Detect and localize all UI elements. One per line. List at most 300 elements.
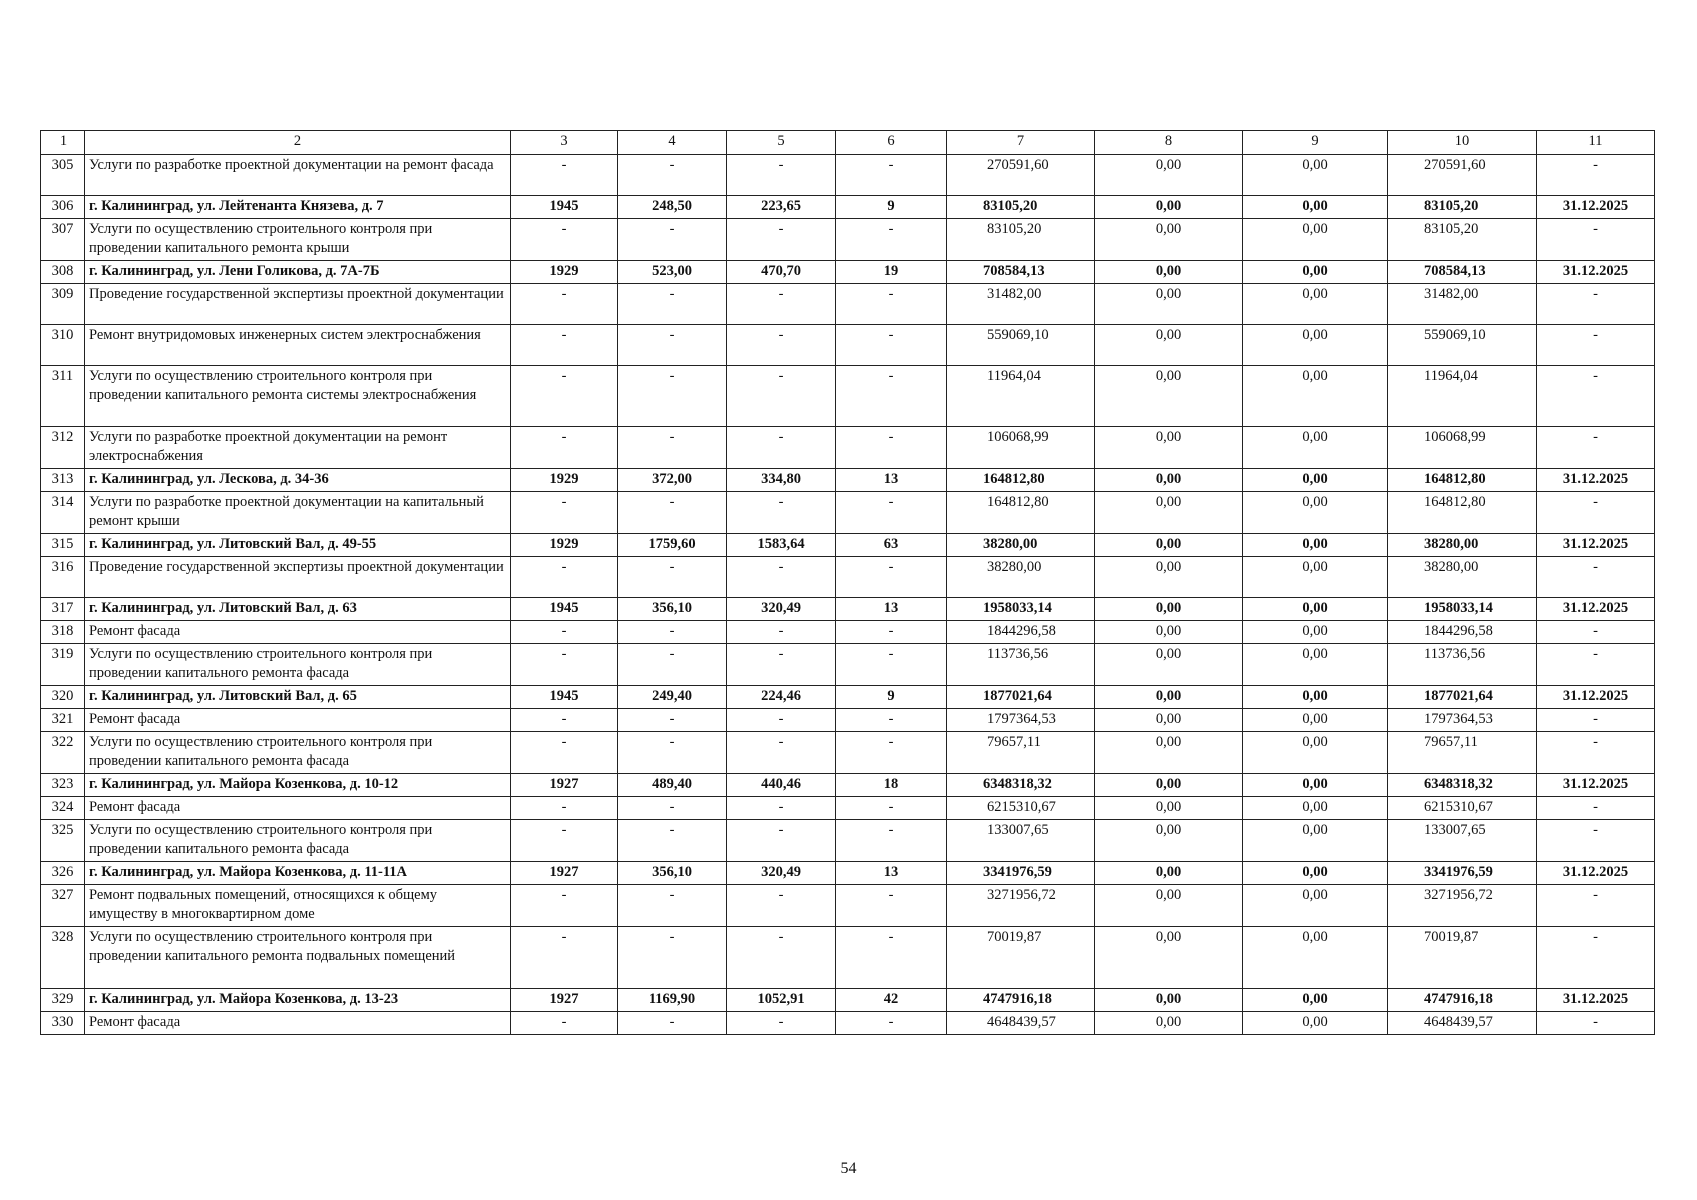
cost-col-9: 0,00 bbox=[1243, 492, 1388, 534]
cost-col-8: 0,00 bbox=[1095, 797, 1243, 820]
cost-col-8: 0,00 bbox=[1095, 820, 1243, 862]
cost-col-9: 0,00 bbox=[1243, 261, 1388, 284]
build-year: - bbox=[511, 427, 618, 469]
cost-col-10: 164812,80 bbox=[1388, 469, 1537, 492]
cost-col-9: 0,00 bbox=[1243, 366, 1388, 427]
item-name: г. Калининград, ул. Лескова, д. 34-36 bbox=[85, 469, 511, 492]
cost-col-8: 0,00 bbox=[1095, 885, 1243, 927]
work-row bbox=[41, 557, 1655, 598]
cost-col-10: 270591,60 bbox=[1388, 155, 1537, 196]
residents-count: - bbox=[836, 219, 947, 261]
work-row bbox=[41, 325, 1655, 366]
cost-col-9: 0,00 bbox=[1243, 427, 1388, 469]
total-cost: 559069,10 bbox=[947, 325, 1095, 366]
completion-date: 31.12.2025 bbox=[1537, 774, 1655, 797]
column-number-4: 4 bbox=[618, 131, 727, 155]
total-area: - bbox=[618, 219, 727, 261]
item-name: Услуги по разработке проектной документации на ремонт электроснабжения bbox=[85, 427, 511, 469]
total-cost: 3341976,59 bbox=[947, 862, 1095, 885]
cost-col-10: 106068,99 bbox=[1388, 427, 1537, 469]
row-number: 315 bbox=[41, 534, 85, 557]
total-cost: 164812,80 bbox=[947, 469, 1095, 492]
address-row bbox=[41, 989, 1655, 1012]
cost-col-9: 0,00 bbox=[1243, 284, 1388, 325]
column-number-5: 5 bbox=[727, 131, 836, 155]
cost-col-8: 0,00 bbox=[1095, 557, 1243, 598]
total-cost: 38280,00 bbox=[947, 534, 1095, 557]
item-name: Ремонт внутридомовых инженерных систем электроснабжения bbox=[85, 325, 511, 366]
total-area: - bbox=[618, 492, 727, 534]
residential-area: 320,49 bbox=[727, 862, 836, 885]
build-year: - bbox=[511, 155, 618, 196]
residents-count: - bbox=[836, 557, 947, 598]
residents-count: - bbox=[836, 885, 947, 927]
address-row bbox=[41, 686, 1655, 709]
row-number: 310 bbox=[41, 325, 85, 366]
item-name: Услуги по осуществлению строительного контроля при проведении капитального ремонта крыши bbox=[85, 219, 511, 261]
residents-count: 13 bbox=[836, 862, 947, 885]
residential-area: 223,65 bbox=[727, 196, 836, 219]
row-number: 311 bbox=[41, 366, 85, 427]
work-row bbox=[41, 155, 1655, 196]
cost-col-9: 0,00 bbox=[1243, 862, 1388, 885]
total-area: 356,10 bbox=[618, 862, 727, 885]
item-name: Ремонт фасада bbox=[85, 1012, 511, 1035]
cost-col-10: 1958033,14 bbox=[1388, 598, 1537, 621]
completion-date: - bbox=[1537, 709, 1655, 732]
total-cost: 11964,04 bbox=[947, 366, 1095, 427]
total-cost: 83105,20 bbox=[947, 219, 1095, 261]
completion-date: - bbox=[1537, 621, 1655, 644]
cost-col-10: 4648439,57 bbox=[1388, 1012, 1537, 1035]
total-area: - bbox=[618, 820, 727, 862]
cost-col-9: 0,00 bbox=[1243, 709, 1388, 732]
total-cost: 133007,65 bbox=[947, 820, 1095, 862]
cost-col-9: 0,00 bbox=[1243, 686, 1388, 709]
residents-count: - bbox=[836, 284, 947, 325]
work-row bbox=[41, 927, 1655, 989]
completion-date: - bbox=[1537, 644, 1655, 686]
completion-date: - bbox=[1537, 797, 1655, 820]
build-year: 1929 bbox=[511, 469, 618, 492]
completion-date: 31.12.2025 bbox=[1537, 261, 1655, 284]
cost-col-10: 11964,04 bbox=[1388, 366, 1537, 427]
completion-date: - bbox=[1537, 557, 1655, 598]
cost-col-10: 6215310,67 bbox=[1388, 797, 1537, 820]
residential-area: - bbox=[727, 284, 836, 325]
total-area: - bbox=[618, 1012, 727, 1035]
total-area: 356,10 bbox=[618, 598, 727, 621]
completion-date: 31.12.2025 bbox=[1537, 196, 1655, 219]
row-number: 314 bbox=[41, 492, 85, 534]
total-area: - bbox=[618, 284, 727, 325]
work-row bbox=[41, 797, 1655, 820]
residential-area: - bbox=[727, 644, 836, 686]
total-area: - bbox=[618, 366, 727, 427]
cost-col-9: 0,00 bbox=[1243, 534, 1388, 557]
work-row bbox=[41, 885, 1655, 927]
residents-count: 9 bbox=[836, 686, 947, 709]
residents-count: - bbox=[836, 927, 947, 989]
completion-date: - bbox=[1537, 325, 1655, 366]
work-row bbox=[41, 219, 1655, 261]
work-row bbox=[41, 644, 1655, 686]
cost-col-9: 0,00 bbox=[1243, 219, 1388, 261]
cost-col-8: 0,00 bbox=[1095, 196, 1243, 219]
cost-col-10: 3271956,72 bbox=[1388, 885, 1537, 927]
residential-area: - bbox=[727, 155, 836, 196]
row-number: 330 bbox=[41, 1012, 85, 1035]
row-number: 328 bbox=[41, 927, 85, 989]
total-area: - bbox=[618, 709, 727, 732]
cost-col-9: 0,00 bbox=[1243, 797, 1388, 820]
build-year: - bbox=[511, 644, 618, 686]
column-number-11: 11 bbox=[1537, 131, 1655, 155]
item-name: Услуги по осуществлению строительного контроля при проведении капитального ремонта системы электроснабжения bbox=[85, 366, 511, 427]
address-row bbox=[41, 774, 1655, 797]
residents-count: - bbox=[836, 732, 947, 774]
completion-date: - bbox=[1537, 885, 1655, 927]
cost-col-10: 133007,65 bbox=[1388, 820, 1537, 862]
repair-schedule-table bbox=[40, 130, 1655, 1035]
work-row bbox=[41, 709, 1655, 732]
cost-col-8: 0,00 bbox=[1095, 686, 1243, 709]
item-name: Ремонт подвальных помещений, относящихся к общему имуществу в многоквартирном доме bbox=[85, 885, 511, 927]
cost-col-9: 0,00 bbox=[1243, 1012, 1388, 1035]
address-row bbox=[41, 196, 1655, 219]
completion-date: 31.12.2025 bbox=[1537, 989, 1655, 1012]
completion-date: 31.12.2025 bbox=[1537, 862, 1655, 885]
total-cost: 270591,60 bbox=[947, 155, 1095, 196]
build-year: - bbox=[511, 1012, 618, 1035]
work-row bbox=[41, 366, 1655, 427]
build-year: - bbox=[511, 709, 618, 732]
residential-area: - bbox=[727, 427, 836, 469]
cost-col-8: 0,00 bbox=[1095, 155, 1243, 196]
address-row bbox=[41, 261, 1655, 284]
cost-col-9: 0,00 bbox=[1243, 774, 1388, 797]
build-year: - bbox=[511, 492, 618, 534]
cost-col-9: 0,00 bbox=[1243, 469, 1388, 492]
row-number: 307 bbox=[41, 219, 85, 261]
completion-date: 31.12.2025 bbox=[1537, 469, 1655, 492]
build-year: 1945 bbox=[511, 686, 618, 709]
cost-col-8: 0,00 bbox=[1095, 644, 1243, 686]
residential-area: - bbox=[727, 325, 836, 366]
page-number: 54 bbox=[840, 1160, 857, 1177]
column-number-6: 6 bbox=[836, 131, 947, 155]
total-area: 489,40 bbox=[618, 774, 727, 797]
completion-date: - bbox=[1537, 820, 1655, 862]
residential-area: 470,70 bbox=[727, 261, 836, 284]
table-body bbox=[41, 131, 1655, 1035]
total-area: - bbox=[618, 325, 727, 366]
completion-date: 31.12.2025 bbox=[1537, 686, 1655, 709]
work-row bbox=[41, 621, 1655, 644]
residential-area: - bbox=[727, 732, 836, 774]
cost-col-10: 31482,00 bbox=[1388, 284, 1537, 325]
cost-col-10: 559069,10 bbox=[1388, 325, 1537, 366]
total-cost: 1844296,58 bbox=[947, 621, 1095, 644]
row-number: 325 bbox=[41, 820, 85, 862]
item-name: Ремонт фасада bbox=[85, 709, 511, 732]
residential-area: - bbox=[727, 366, 836, 427]
cost-col-10: 164812,80 bbox=[1388, 492, 1537, 534]
residents-count: - bbox=[836, 797, 947, 820]
column-number-3: 3 bbox=[511, 131, 618, 155]
row-number: 317 bbox=[41, 598, 85, 621]
cost-col-8: 0,00 bbox=[1095, 469, 1243, 492]
row-number: 306 bbox=[41, 196, 85, 219]
completion-date: - bbox=[1537, 927, 1655, 989]
residents-count: - bbox=[836, 366, 947, 427]
address-row bbox=[41, 598, 1655, 621]
total-cost: 70019,87 bbox=[947, 927, 1095, 989]
total-cost: 6348318,32 bbox=[947, 774, 1095, 797]
work-row bbox=[41, 427, 1655, 469]
cost-col-8: 0,00 bbox=[1095, 598, 1243, 621]
work-row bbox=[41, 284, 1655, 325]
row-number: 326 bbox=[41, 862, 85, 885]
total-cost: 106068,99 bbox=[947, 427, 1095, 469]
cost-col-9: 0,00 bbox=[1243, 927, 1388, 989]
cost-col-9: 0,00 bbox=[1243, 557, 1388, 598]
build-year: 1929 bbox=[511, 261, 618, 284]
cost-col-9: 0,00 bbox=[1243, 644, 1388, 686]
residents-count: 42 bbox=[836, 989, 947, 1012]
row-number: 319 bbox=[41, 644, 85, 686]
completion-date: - bbox=[1537, 1012, 1655, 1035]
cost-col-10: 83105,20 bbox=[1388, 219, 1537, 261]
total-area: 248,50 bbox=[618, 196, 727, 219]
total-area: - bbox=[618, 155, 727, 196]
cost-col-10: 83105,20 bbox=[1388, 196, 1537, 219]
item-name: Услуги по осуществлению строительного контроля при проведении капитального ремонта подвальных помещений bbox=[85, 927, 511, 989]
total-area: - bbox=[618, 644, 727, 686]
total-cost: 1877021,64 bbox=[947, 686, 1095, 709]
row-number: 312 bbox=[41, 427, 85, 469]
completion-date: - bbox=[1537, 219, 1655, 261]
row-number: 321 bbox=[41, 709, 85, 732]
total-area: - bbox=[618, 621, 727, 644]
residential-area: - bbox=[727, 492, 836, 534]
total-area: - bbox=[618, 427, 727, 469]
work-row bbox=[41, 1012, 1655, 1035]
total-cost: 31482,00 bbox=[947, 284, 1095, 325]
row-number: 322 bbox=[41, 732, 85, 774]
row-number: 309 bbox=[41, 284, 85, 325]
cost-col-8: 0,00 bbox=[1095, 325, 1243, 366]
work-row bbox=[41, 492, 1655, 534]
residents-count: - bbox=[836, 644, 947, 686]
total-cost: 164812,80 bbox=[947, 492, 1095, 534]
total-cost: 3271956,72 bbox=[947, 885, 1095, 927]
item-name: Услуги по разработке проектной документации на ремонт фасада bbox=[85, 155, 511, 196]
cost-col-8: 0,00 bbox=[1095, 366, 1243, 427]
cost-col-10: 38280,00 bbox=[1388, 534, 1537, 557]
item-name: Проведение государственной экспертизы проектной документации bbox=[85, 557, 511, 598]
cost-col-8: 0,00 bbox=[1095, 732, 1243, 774]
build-year: 1927 bbox=[511, 862, 618, 885]
address-row bbox=[41, 469, 1655, 492]
residents-count: 9 bbox=[836, 196, 947, 219]
cost-col-8: 0,00 bbox=[1095, 492, 1243, 534]
residential-area: 224,46 bbox=[727, 686, 836, 709]
column-number-2: 2 bbox=[85, 131, 511, 155]
total-cost: 79657,11 bbox=[947, 732, 1095, 774]
cost-col-8: 0,00 bbox=[1095, 427, 1243, 469]
item-name: г. Калининград, ул. Лейтенанта Князева, д. 7 bbox=[85, 196, 511, 219]
cost-col-8: 0,00 bbox=[1095, 219, 1243, 261]
row-number: 308 bbox=[41, 261, 85, 284]
build-year: - bbox=[511, 797, 618, 820]
cost-col-10: 6348318,32 bbox=[1388, 774, 1537, 797]
row-number: 313 bbox=[41, 469, 85, 492]
residents-count: 13 bbox=[836, 598, 947, 621]
build-year: - bbox=[511, 621, 618, 644]
work-row bbox=[41, 820, 1655, 862]
total-cost: 708584,13 bbox=[947, 261, 1095, 284]
build-year: 1945 bbox=[511, 196, 618, 219]
residential-area: - bbox=[727, 797, 836, 820]
residential-area: - bbox=[727, 885, 836, 927]
completion-date: - bbox=[1537, 284, 1655, 325]
build-year: - bbox=[511, 219, 618, 261]
residents-count: 19 bbox=[836, 261, 947, 284]
item-name: г. Калининград, ул. Литовский Вал, д. 63 bbox=[85, 598, 511, 621]
total-area: - bbox=[618, 927, 727, 989]
cost-col-8: 0,00 bbox=[1095, 774, 1243, 797]
cost-col-9: 0,00 bbox=[1243, 989, 1388, 1012]
cost-col-8: 0,00 bbox=[1095, 284, 1243, 325]
build-year: 1927 bbox=[511, 989, 618, 1012]
total-area: 1169,90 bbox=[618, 989, 727, 1012]
cost-col-10: 38280,00 bbox=[1388, 557, 1537, 598]
item-name: Услуги по осуществлению строительного контроля при проведении капитального ремонта фасада bbox=[85, 644, 511, 686]
item-name: г. Калининград, ул. Литовский Вал, д. 65 bbox=[85, 686, 511, 709]
row-number: 324 bbox=[41, 797, 85, 820]
build-year: - bbox=[511, 557, 618, 598]
row-number: 327 bbox=[41, 885, 85, 927]
row-number: 329 bbox=[41, 989, 85, 1012]
completion-date: - bbox=[1537, 732, 1655, 774]
column-number-9: 9 bbox=[1243, 131, 1388, 155]
completion-date: 31.12.2025 bbox=[1537, 598, 1655, 621]
residential-area: - bbox=[727, 927, 836, 989]
residential-area: 440,46 bbox=[727, 774, 836, 797]
total-cost: 83105,20 bbox=[947, 196, 1095, 219]
total-cost: 4747916,18 bbox=[947, 989, 1095, 1012]
cost-col-8: 0,00 bbox=[1095, 989, 1243, 1012]
total-cost: 6215310,67 bbox=[947, 797, 1095, 820]
total-cost: 113736,56 bbox=[947, 644, 1095, 686]
item-name: г. Калининград, ул. Лени Голикова, д. 7А-7Б bbox=[85, 261, 511, 284]
residential-area: 334,80 bbox=[727, 469, 836, 492]
total-cost: 38280,00 bbox=[947, 557, 1095, 598]
total-cost: 1797364,53 bbox=[947, 709, 1095, 732]
row-number: 305 bbox=[41, 155, 85, 196]
total-area: - bbox=[618, 797, 727, 820]
residential-area: - bbox=[727, 1012, 836, 1035]
item-name: Услуги по осуществлению строительного контроля при проведении капитального ремонта фасада bbox=[85, 820, 511, 862]
total-cost: 1958033,14 bbox=[947, 598, 1095, 621]
cost-col-9: 0,00 bbox=[1243, 598, 1388, 621]
completion-date: 31.12.2025 bbox=[1537, 534, 1655, 557]
residents-count: 13 bbox=[836, 469, 947, 492]
cost-col-10: 79657,11 bbox=[1388, 732, 1537, 774]
build-year: 1945 bbox=[511, 598, 618, 621]
residential-area: - bbox=[727, 820, 836, 862]
residents-count: - bbox=[836, 1012, 947, 1035]
cost-col-8: 0,00 bbox=[1095, 927, 1243, 989]
build-year: - bbox=[511, 927, 618, 989]
build-year: - bbox=[511, 885, 618, 927]
residential-area: - bbox=[727, 621, 836, 644]
cost-col-10: 3341976,59 bbox=[1388, 862, 1537, 885]
build-year: - bbox=[511, 366, 618, 427]
build-year: - bbox=[511, 820, 618, 862]
row-number: 316 bbox=[41, 557, 85, 598]
build-year: - bbox=[511, 732, 618, 774]
cost-col-9: 0,00 bbox=[1243, 885, 1388, 927]
cost-col-10: 4747916,18 bbox=[1388, 989, 1537, 1012]
cost-col-9: 0,00 bbox=[1243, 732, 1388, 774]
item-name: г. Калининград, ул. Литовский Вал, д. 49-55 bbox=[85, 534, 511, 557]
residents-count: 63 bbox=[836, 534, 947, 557]
column-number-row bbox=[41, 131, 1655, 155]
item-name: Услуги по разработке проектной документации на капитальный ремонт крыши bbox=[85, 492, 511, 534]
total-area: - bbox=[618, 885, 727, 927]
column-number-1: 1 bbox=[41, 131, 85, 155]
residential-area: - bbox=[727, 709, 836, 732]
residential-area: - bbox=[727, 219, 836, 261]
cost-col-10: 70019,87 bbox=[1388, 927, 1537, 989]
item-name: Проведение государственной экспертизы проектной документации bbox=[85, 284, 511, 325]
cost-col-9: 0,00 bbox=[1243, 155, 1388, 196]
cost-col-9: 0,00 bbox=[1243, 820, 1388, 862]
address-row bbox=[41, 862, 1655, 885]
build-year: - bbox=[511, 325, 618, 366]
completion-date: - bbox=[1537, 492, 1655, 534]
work-row bbox=[41, 732, 1655, 774]
cost-col-10: 1877021,64 bbox=[1388, 686, 1537, 709]
row-number: 320 bbox=[41, 686, 85, 709]
item-name: Ремонт фасада bbox=[85, 797, 511, 820]
cost-col-8: 0,00 bbox=[1095, 534, 1243, 557]
completion-date: - bbox=[1537, 427, 1655, 469]
column-number-8: 8 bbox=[1095, 131, 1243, 155]
cost-col-8: 0,00 bbox=[1095, 621, 1243, 644]
residents-count: - bbox=[836, 492, 947, 534]
cost-col-10: 1844296,58 bbox=[1388, 621, 1537, 644]
item-name: Услуги по осуществлению строительного контроля при проведении капитального ремонта фасада bbox=[85, 732, 511, 774]
item-name: г. Калининград, ул. Майора Козенкова, д. 10-12 bbox=[85, 774, 511, 797]
cost-col-8: 0,00 bbox=[1095, 709, 1243, 732]
cost-col-9: 0,00 bbox=[1243, 621, 1388, 644]
cost-col-10: 113736,56 bbox=[1388, 644, 1537, 686]
total-area: - bbox=[618, 557, 727, 598]
cost-col-10: 708584,13 bbox=[1388, 261, 1537, 284]
item-name: Ремонт фасада bbox=[85, 621, 511, 644]
build-year: - bbox=[511, 284, 618, 325]
item-name: г. Калининград, ул. Майора Козенкова, д. 13-23 bbox=[85, 989, 511, 1012]
residents-count: - bbox=[836, 709, 947, 732]
residents-count: - bbox=[836, 325, 947, 366]
cost-col-8: 0,00 bbox=[1095, 261, 1243, 284]
total-area: 372,00 bbox=[618, 469, 727, 492]
completion-date: - bbox=[1537, 366, 1655, 427]
residents-count: - bbox=[836, 621, 947, 644]
